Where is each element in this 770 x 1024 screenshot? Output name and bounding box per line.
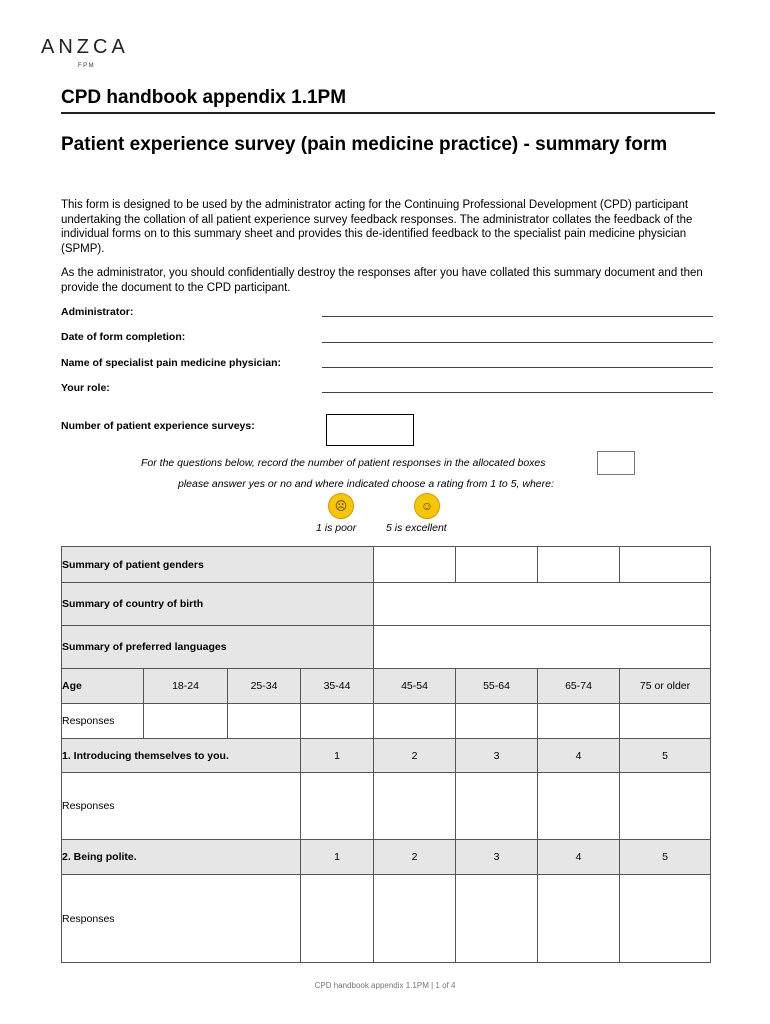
rating-header: 2 [374, 739, 456, 773]
question-1-header-row [62, 739, 711, 773]
age-group: 65-74 [538, 669, 620, 704]
rating-header: 3 [456, 840, 538, 875]
anzca-logo: ANZCA [41, 36, 129, 58]
age-group: 18-24 [144, 669, 228, 704]
age-group: 75 or older [620, 669, 711, 704]
genders-row [62, 547, 711, 583]
allocated-box-example [597, 451, 635, 475]
languages-row [62, 626, 711, 669]
genders-label: Summary of patient genders [62, 547, 374, 583]
country-label: Summary of country of birth [62, 583, 374, 626]
question-1-responses-row [62, 773, 711, 840]
rating-response-cell[interactable] [374, 773, 456, 840]
page-heading: CPD handbook appendix 1.1PM [61, 87, 347, 108]
intro-paragraph: This form is designed to be used by the administrator acting for the Continuing Professional Development (CPD) participant undertaking the collation of all patient experience survey feedback responses. The administrator collates the feedback of the individual forms on to this summary sheet and provides this de-identified feedback to the specialist pain medicine physician (SPMP). [61, 199, 693, 255]
gender-cell[interactable] [456, 547, 538, 583]
response-cell[interactable] [538, 704, 620, 739]
question-2-header-row [62, 840, 711, 875]
question-2-label: 2. Being polite. [62, 840, 301, 875]
rating-response-cell[interactable] [374, 875, 456, 963]
physician-label: Name of specialist pain medicine physician: [61, 357, 281, 369]
question-2-responses-row [62, 875, 711, 963]
rating-response-cell[interactable] [456, 773, 538, 840]
rating-response-cell[interactable] [301, 875, 374, 963]
survey-table [61, 546, 711, 963]
heading-rule [61, 112, 715, 114]
question-1-label: 1. Introducing themselves to you. [62, 739, 301, 773]
rating-poor-label: 1 is poor [316, 522, 357, 534]
rating-response-cell[interactable] [620, 773, 711, 840]
physician-field[interactable] [322, 367, 713, 368]
rating-excellent-label: 5 is excellent [386, 522, 447, 534]
rating-response-cell[interactable] [620, 875, 711, 963]
gender-cell[interactable] [538, 547, 620, 583]
rating-header: 1 [301, 739, 374, 773]
responses-label: Responses [62, 875, 301, 963]
happy-face-icon: ☺ [414, 493, 440, 519]
response-cell[interactable] [228, 704, 301, 739]
age-group: 35-44 [301, 669, 374, 704]
rating-header: 5 [620, 739, 711, 773]
form-title: Patient experience survey (pain medicine practice) - summary form [61, 134, 668, 155]
response-cell[interactable] [374, 704, 456, 739]
rating-response-cell[interactable] [538, 875, 620, 963]
responses-label: Responses [62, 704, 144, 739]
response-cell[interactable] [620, 704, 711, 739]
rating-response-cell[interactable] [538, 773, 620, 840]
response-cell[interactable] [301, 704, 374, 739]
administrator-field[interactable] [322, 316, 713, 317]
survey-count-label: Number of patient experience surveys: [61, 420, 255, 432]
age-label: Age [62, 669, 144, 704]
languages-label: Summary of preferred languages [62, 626, 374, 669]
age-group: 55-64 [456, 669, 538, 704]
role-label: Your role: [61, 382, 110, 394]
administrator-label: Administrator: [61, 306, 134, 318]
date-label: Date of form completion: [61, 331, 186, 343]
instruction-paragraph: As the administrator, you should confidentially destroy the responses after you have collated this summary document and then provide the document to the CPD participant. [61, 267, 703, 294]
country-cell[interactable] [374, 583, 711, 626]
age-header-row [62, 669, 711, 704]
response-cell[interactable] [144, 704, 228, 739]
age-group: 45-54 [374, 669, 456, 704]
guide-line-1: For the questions below, record the number of patient responses in the allocated boxes [141, 457, 546, 469]
page-footer: CPD handbook appendix 1.1PM | 1 of 4 [314, 981, 456, 990]
age-responses-row [62, 704, 711, 739]
rating-header: 4 [538, 840, 620, 875]
guide-line-2: please answer yes or no and where indicated choose a rating from 1 to 5, where: [178, 478, 554, 490]
rating-response-cell[interactable] [301, 773, 374, 840]
sad-face-icon: ☹ [328, 493, 354, 519]
gender-cell[interactable] [374, 547, 456, 583]
rating-header: 5 [620, 840, 711, 875]
response-cell[interactable] [456, 704, 538, 739]
responses-label: Responses [62, 773, 301, 840]
age-group: 25-34 [228, 669, 301, 704]
fpm-logo-subtitle: FPM [78, 63, 96, 69]
rating-response-cell[interactable] [456, 875, 538, 963]
languages-cell[interactable] [374, 626, 711, 669]
rating-header: 4 [538, 739, 620, 773]
date-field[interactable] [322, 342, 713, 343]
rating-header: 1 [301, 840, 374, 875]
survey-count-box[interactable] [326, 414, 414, 446]
country-row [62, 583, 711, 626]
rating-header: 3 [456, 739, 538, 773]
role-field[interactable] [322, 392, 713, 393]
gender-cell[interactable] [620, 547, 711, 583]
rating-header: 2 [374, 840, 456, 875]
